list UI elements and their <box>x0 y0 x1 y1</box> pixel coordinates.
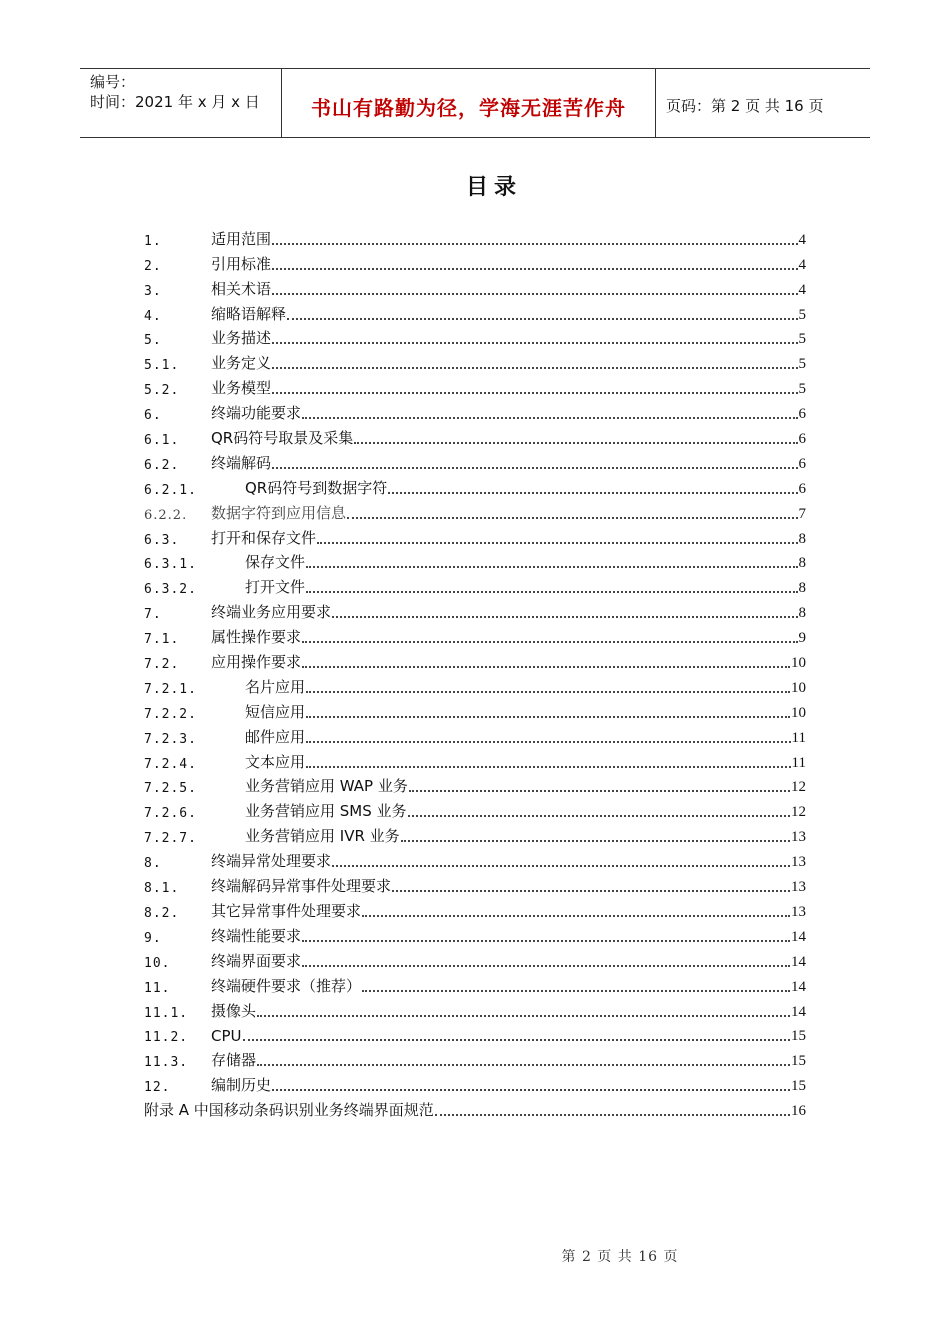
toc-entry-number: 9. <box>144 930 162 946</box>
toc-entry-number: 6.2.2. <box>144 507 188 523</box>
toc-entry[interactable] <box>144 274 806 299</box>
toc-entry-number: 11. <box>144 980 171 996</box>
toc-entry[interactable] <box>144 1021 806 1046</box>
table-of-contents <box>144 224 806 1120</box>
toc-entry-number: 11.2. <box>144 1030 189 1046</box>
toc-entry-page: 14 <box>791 1003 806 1020</box>
toc-entry[interactable] <box>144 572 806 597</box>
toc-entry-page: 13 <box>791 854 806 871</box>
page-footer: 第 2 页 共 16 页 <box>561 1249 679 1265</box>
header-meta <box>80 69 282 137</box>
toc-entry-page: 10 <box>791 679 806 696</box>
toc-entry[interactable] <box>144 523 806 548</box>
toc-entry-label: 业务模型 <box>211 379 272 398</box>
toc-entry-label: 终端界面要求 <box>211 951 302 970</box>
toc-entry-page: 14 <box>791 978 806 995</box>
toc-dot-leader <box>272 367 797 369</box>
toc-entry[interactable] <box>144 1095 806 1120</box>
toc-entry-label: CPU <box>211 1027 242 1046</box>
toc-entry-label: 业务营销应用 IVR 业务 <box>245 827 400 846</box>
time-label: 时间：2021 年 x 月 x 日 <box>90 93 260 111</box>
toc-entry-page: 8 <box>798 605 806 622</box>
toc-entry-page: 8 <box>798 580 806 597</box>
toc-entry-number: 7.2.5. <box>144 781 197 797</box>
toc-entry-label: 邮件应用 <box>245 727 306 746</box>
toc-dot-leader <box>257 1064 790 1066</box>
toc-entry-label: 名片应用 <box>245 677 306 696</box>
toc-dot-leader <box>392 890 790 892</box>
toc-entry-number: 11.1. <box>144 1005 189 1021</box>
toc-entry-label: 终端性能要求 <box>211 926 302 945</box>
toc-entry-number: 7.2.2. <box>144 706 197 722</box>
toc-dot-leader <box>435 1114 790 1116</box>
number-label: 编号： <box>90 73 136 91</box>
toc-entry-page: 10 <box>791 655 806 672</box>
toc-dot-leader <box>306 716 790 718</box>
toc-dot-leader <box>332 865 790 867</box>
toc-entry-page: 5 <box>798 306 806 323</box>
toc-entry-page: 5 <box>798 356 806 373</box>
toc-entry-label: 文本应用 <box>245 752 306 771</box>
toc-entry-number: 6.2. <box>144 457 180 473</box>
toc-entry[interactable] <box>144 996 806 1021</box>
toc-entry[interactable] <box>144 871 806 896</box>
toc-entry[interactable] <box>144 299 806 324</box>
toc-entry-number: 3. <box>144 283 162 299</box>
header-page-info: 页码：第 2 页 共 16 页 <box>666 96 824 115</box>
toc-dot-leader <box>272 392 797 394</box>
toc-entry-label: 摄像头 <box>211 1001 257 1020</box>
toc-entry-label: 终端业务应用要求 <box>211 603 332 622</box>
toc-entry[interactable] <box>144 946 806 971</box>
toc-entry[interactable] <box>144 921 806 946</box>
toc-dot-leader <box>302 965 790 967</box>
toc-entry-page: 15 <box>791 1053 806 1070</box>
toc-entry[interactable] <box>144 772 806 797</box>
toc-entry-page: 16 <box>791 1103 806 1120</box>
toc-entry-number: 5.1. <box>144 358 180 374</box>
toc-entry-label: 属性操作要求 <box>211 628 302 647</box>
toc-entry[interactable] <box>144 548 806 573</box>
toc-entry-page: 12 <box>791 804 806 821</box>
toc-entry[interactable] <box>144 821 806 846</box>
toc-entry-number: 5.2. <box>144 383 180 399</box>
toc-dot-leader <box>347 517 797 519</box>
toc-entry-number: 7.2.4. <box>144 756 197 772</box>
toc-entry[interactable] <box>144 224 806 249</box>
toc-entry-page: 11 <box>791 754 806 771</box>
toc-entry-page: 15 <box>791 1028 806 1045</box>
toc-entry[interactable] <box>144 398 806 423</box>
toc-dot-leader <box>306 566 797 568</box>
toc-entry-number: 7.2. <box>144 657 180 673</box>
toc-dot-leader <box>401 840 790 842</box>
toc-dot-leader <box>306 766 791 768</box>
toc-entry[interactable] <box>144 697 806 722</box>
toc-entry-label: 终端解码 <box>211 453 272 472</box>
toc-entry-label: 附录 A 中国移动条码识别业务终端界面规范 <box>144 1101 434 1120</box>
toc-entry-label: 终端功能要求 <box>211 404 302 423</box>
toc-entry[interactable] <box>144 846 806 871</box>
toc-dot-leader <box>362 915 790 917</box>
toc-dot-leader <box>306 741 791 743</box>
toc-entry-number: 7.2.6. <box>144 806 197 822</box>
toc-entry-page: 9 <box>798 630 806 647</box>
toc-entry-page: 8 <box>798 555 806 572</box>
toc-entry-label: 相关术语 <box>211 279 272 298</box>
toc-entry-number: 6.1. <box>144 433 180 449</box>
toc-entry-label: 终端硬件要求（推荐） <box>211 976 362 995</box>
toc-entry-page: 13 <box>791 829 806 846</box>
toc-entry-page: 5 <box>798 381 806 398</box>
toc-entry[interactable] <box>144 722 806 747</box>
toc-entry[interactable] <box>144 348 806 373</box>
header-motto: 书山有路勤为径，学海无涯苦作舟 <box>282 69 656 137</box>
toc-entry-page: 11 <box>791 729 806 746</box>
toc-dot-leader <box>317 542 797 544</box>
toc-entry-label: 短信应用 <box>245 702 306 721</box>
toc-entry-label: 存储器 <box>211 1051 257 1070</box>
toc-entry-page: 14 <box>791 953 806 970</box>
toc-entry-number: 1. <box>144 233 162 249</box>
toc-entry[interactable] <box>144 672 806 697</box>
toc-entry-number: 7.2.7. <box>144 831 197 847</box>
toc-entry-number: 5. <box>144 333 162 349</box>
toc-dot-leader <box>272 268 797 270</box>
toc-dot-leader <box>354 442 797 444</box>
toc-entry[interactable] <box>144 971 806 996</box>
toc-entry[interactable] <box>144 448 806 473</box>
toc-entry[interactable] <box>144 622 806 647</box>
toc-entry-number: 11.3. <box>144 1055 189 1071</box>
toc-dot-leader <box>408 815 790 817</box>
toc-dot-leader <box>272 1089 790 1091</box>
toc-dot-leader <box>243 1039 791 1041</box>
toc-dot-leader <box>272 467 797 469</box>
toc-dot-leader <box>306 591 797 593</box>
toc-entry-number: 12. <box>144 1080 171 1096</box>
toc-entry-label: 打开文件 <box>245 578 306 597</box>
page-header <box>80 68 870 138</box>
toc-entry-number: 8.2. <box>144 905 180 921</box>
toc-entry-number: 7.1. <box>144 632 180 648</box>
toc-entry-label: QR码符号取景及采集 <box>211 429 354 448</box>
toc-entry-label: 应用操作要求 <box>211 653 302 672</box>
toc-entry-number: 6.3.2. <box>144 582 197 598</box>
toc-entry-label: 适用范围 <box>211 229 272 248</box>
toc-dot-leader <box>302 417 797 419</box>
toc-entry-page: 12 <box>791 779 806 796</box>
toc-entry-label: 终端解码异常事件处理要求 <box>211 877 392 896</box>
toc-entry[interactable] <box>144 1070 806 1095</box>
toc-entry-label: 打开和保存文件 <box>211 528 317 547</box>
toc-entry-label: 业务营销应用 SMS 业务 <box>245 802 407 821</box>
toc-entry-page: 7 <box>798 505 806 522</box>
toc-entry[interactable] <box>144 473 806 498</box>
toc-entry-page: 15 <box>791 1078 806 1095</box>
toc-entry-page: 13 <box>791 903 806 920</box>
toc-entry-label: 保存文件 <box>245 553 306 572</box>
toc-entry[interactable] <box>144 647 806 672</box>
toc-entry-page: 6 <box>798 431 806 448</box>
toc-entry-label: 业务营销应用 WAP 业务 <box>245 777 408 796</box>
toc-dot-leader <box>388 492 797 494</box>
toc-entry[interactable] <box>144 597 806 622</box>
toc-entry-label: 业务描述 <box>211 329 272 348</box>
toc-entry-label: 数据字符到应用信息 <box>211 503 347 522</box>
toc-entry-label: 引用标准 <box>211 254 272 273</box>
toc-entry-page: 8 <box>798 530 806 547</box>
toc-entry-number: 6.2.1. <box>144 482 197 498</box>
toc-entry-page: 4 <box>798 231 806 248</box>
toc-entry-number: 8.1. <box>144 881 180 897</box>
toc-entry-number: 10. <box>144 955 171 971</box>
toc-dot-leader <box>332 616 797 618</box>
toc-entry-page: 14 <box>791 928 806 945</box>
toc-entry-number: 2. <box>144 258 162 274</box>
toc-dot-leader <box>302 666 790 668</box>
toc-entry-label: 其它异常事件处理要求 <box>211 901 362 920</box>
toc-entry-page: 10 <box>791 704 806 721</box>
toc-entry-number: 6.3.1. <box>144 557 197 573</box>
toc-entry-label: 编制历史 <box>211 1076 272 1095</box>
page-title: 目录 <box>465 175 522 200</box>
toc-entry[interactable] <box>144 796 806 821</box>
toc-entry[interactable] <box>144 498 806 523</box>
toc-entry-number: 7. <box>144 607 162 623</box>
toc-entry[interactable] <box>144 747 806 772</box>
toc-dot-leader <box>287 318 797 320</box>
toc-entry-number: 8. <box>144 856 162 872</box>
toc-entry-number: 7.2.1. <box>144 681 197 697</box>
toc-entry-page: 4 <box>798 256 806 273</box>
toc-entry[interactable] <box>144 373 806 398</box>
toc-dot-leader <box>409 790 790 792</box>
toc-dot-leader <box>257 1015 790 1017</box>
toc-entry-page: 13 <box>791 879 806 896</box>
toc-entry-label: 缩略语解释 <box>211 304 287 323</box>
toc-entry-label: 业务定义 <box>211 354 272 373</box>
toc-entry-number: 7.2.3. <box>144 731 197 747</box>
toc-entry-page: 4 <box>798 281 806 298</box>
toc-entry-number: 4. <box>144 308 162 324</box>
toc-entry[interactable] <box>144 249 806 274</box>
toc-entry[interactable] <box>144 423 806 448</box>
toc-entry-page: 6 <box>798 480 806 497</box>
toc-dot-leader <box>362 990 790 992</box>
toc-entry-number: 6. <box>144 408 162 424</box>
toc-dot-leader <box>302 641 797 643</box>
toc-entry-label: 终端异常处理要求 <box>211 852 332 871</box>
toc-entry[interactable] <box>144 1045 806 1070</box>
toc-dot-leader <box>272 243 797 245</box>
toc-entry-number: 6.3. <box>144 532 180 548</box>
toc-entry[interactable] <box>144 324 806 349</box>
toc-entry-page: 6 <box>798 406 806 423</box>
toc-dot-leader <box>272 293 797 295</box>
toc-entry-label: QR码符号到数据字符 <box>245 478 388 497</box>
toc-entry[interactable] <box>144 896 806 921</box>
toc-dot-leader <box>272 342 797 344</box>
toc-entry-page: 5 <box>798 331 806 348</box>
toc-entry-page: 6 <box>798 455 806 472</box>
toc-dot-leader <box>302 940 790 942</box>
toc-dot-leader <box>306 691 790 693</box>
